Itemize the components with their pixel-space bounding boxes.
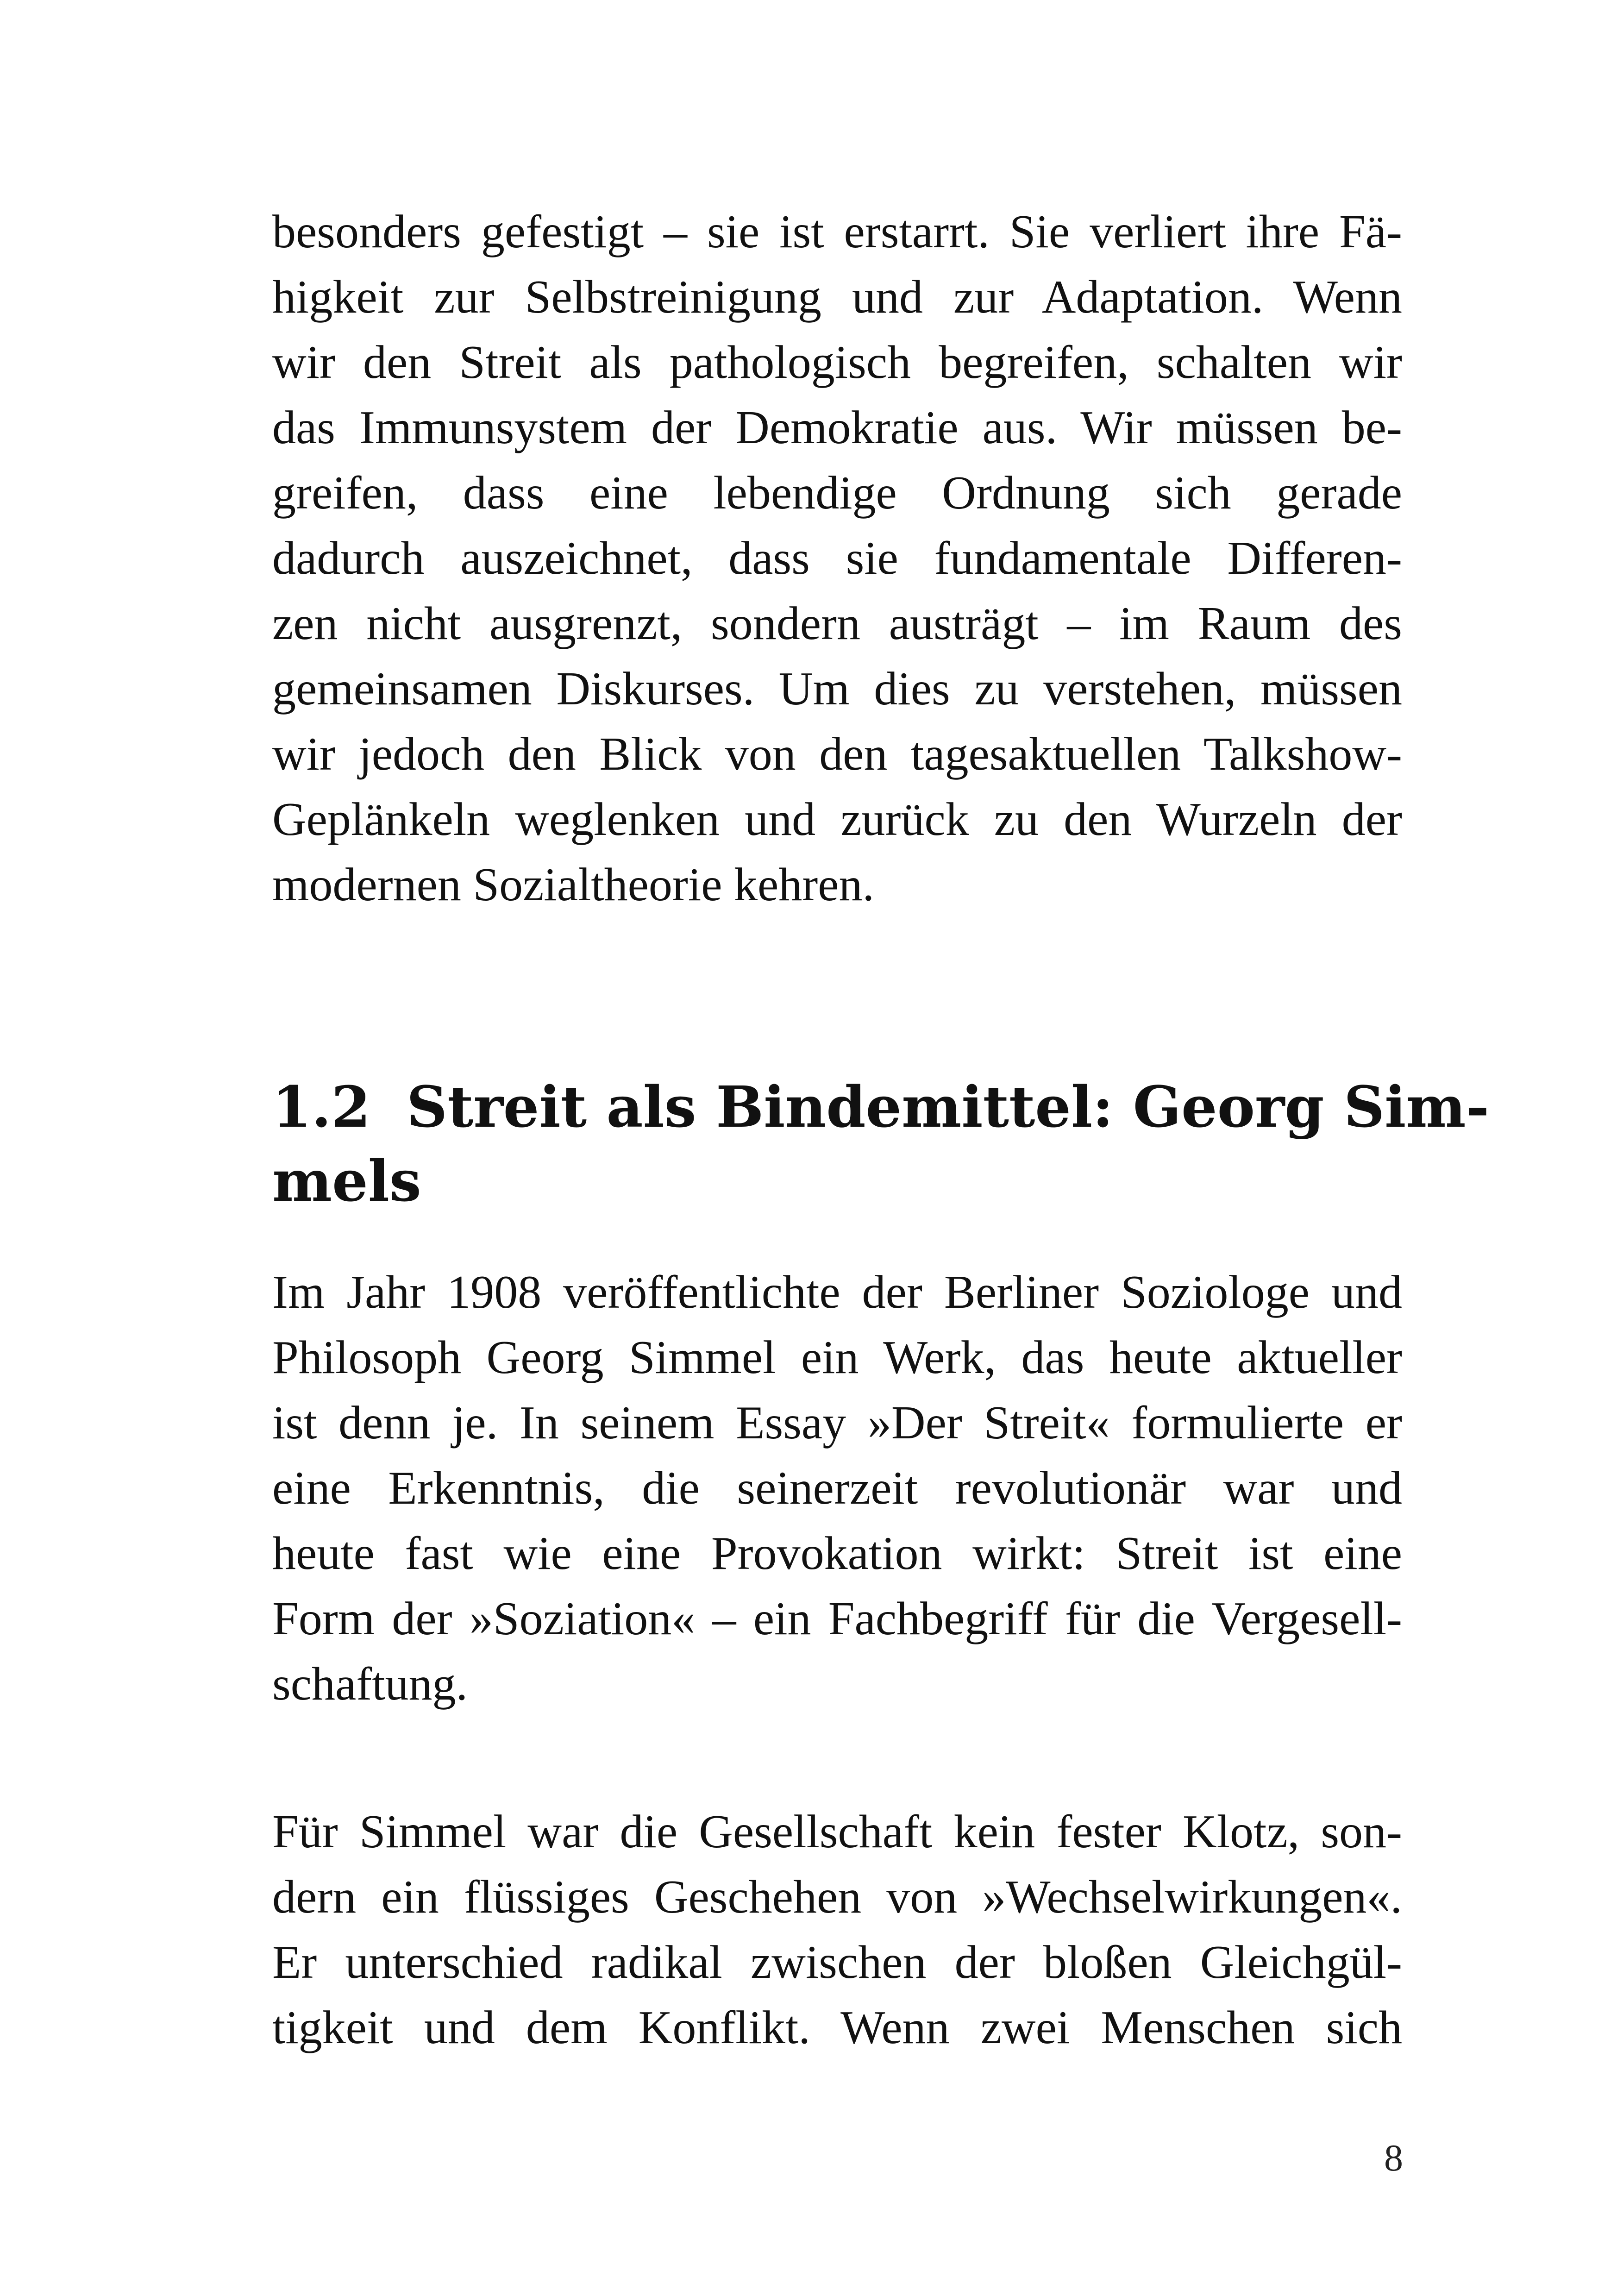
paragraph-line: Form der »Soziation« – ein Fachbegriff für die Vergesell- bbox=[272, 1593, 1402, 1645]
paragraph-line: eine Erkenntnis, die seinerzeit revolutionär war und bbox=[272, 1462, 1402, 1514]
page-number: 8 bbox=[1384, 2137, 1403, 2179]
paragraph-line: Für Simmel war die Gesellschaft kein fester Klotz, son- bbox=[272, 1806, 1402, 1858]
section-number: 1.2 bbox=[272, 1073, 371, 1140]
paragraph-line: higkeit zur Selbstreinigung und zur Adaptation. Wenn bbox=[272, 271, 1402, 323]
paragraph-line: dadurch auszeichnet, dass sie fundamentale Differen- bbox=[272, 532, 1402, 584]
paragraph-line: gemeinsamen Diskurses. Um dies zu verstehen, müssen bbox=[272, 663, 1402, 715]
paragraph-1 bbox=[272, 199, 1402, 917]
paragraph-line: greifen, dass eine lebendige Ordnung sich gerade bbox=[272, 467, 1402, 519]
paragraph-line: wir jedoch den Blick von den tagesaktuellen Talkshow- bbox=[272, 728, 1402, 780]
paragraph-2 bbox=[272, 1260, 1402, 1717]
paragraph-line: wir den Streit als pathologisch begreifen, schalten wir bbox=[272, 336, 1402, 389]
paragraph-line: zen nicht ausgrenzt, sondern austrägt – im Raum des bbox=[272, 597, 1402, 650]
paragraph-line: heute fast wie eine Provokation wirkt: Streit ist eine bbox=[272, 1527, 1402, 1580]
paragraph-line: das Immunsystem der Demokratie aus. Wir müssen be- bbox=[272, 401, 1402, 454]
paragraph-line: Philosoph Georg Simmel ein Werk, das heute aktueller bbox=[272, 1331, 1402, 1384]
paragraph-line: ist denn je. In seinem Essay »Der Streit« formulierte er bbox=[272, 1397, 1402, 1449]
paragraph-line: dern ein flüssiges Geschehen von »Wechselwirkungen«. bbox=[272, 1871, 1402, 1923]
paragraph-3 bbox=[272, 1799, 1402, 2060]
paragraph-line: tigkeit und dem Konflikt. Wenn zwei Menschen sich bbox=[272, 2001, 1402, 2054]
section-heading bbox=[272, 1070, 1490, 1218]
paragraph-line: modernen Sozialtheorie kehren. bbox=[272, 859, 875, 911]
paragraph-line: besonders gefestigt – sie ist erstarrt. Sie verliert ihre Fä- bbox=[272, 206, 1402, 258]
section-heading-line-1 bbox=[272, 1070, 1490, 1144]
section-title-part-1: Streit als Bindemittel: Georg Sim- bbox=[407, 1073, 1490, 1140]
paragraph-line: schaftung. bbox=[272, 1658, 468, 1710]
paragraph-line: Er unterschied radikal zwischen der bloßen Gleichgül- bbox=[272, 1936, 1402, 1989]
paragraph-line: Geplänkeln weglenken und zurück zu den Wurzeln der bbox=[272, 793, 1402, 846]
section-title-part-2: mels bbox=[272, 1148, 421, 1214]
paragraph-line: Im Jahr 1908 veröffentlichte der Berliner Soziologe und bbox=[272, 1266, 1402, 1318]
